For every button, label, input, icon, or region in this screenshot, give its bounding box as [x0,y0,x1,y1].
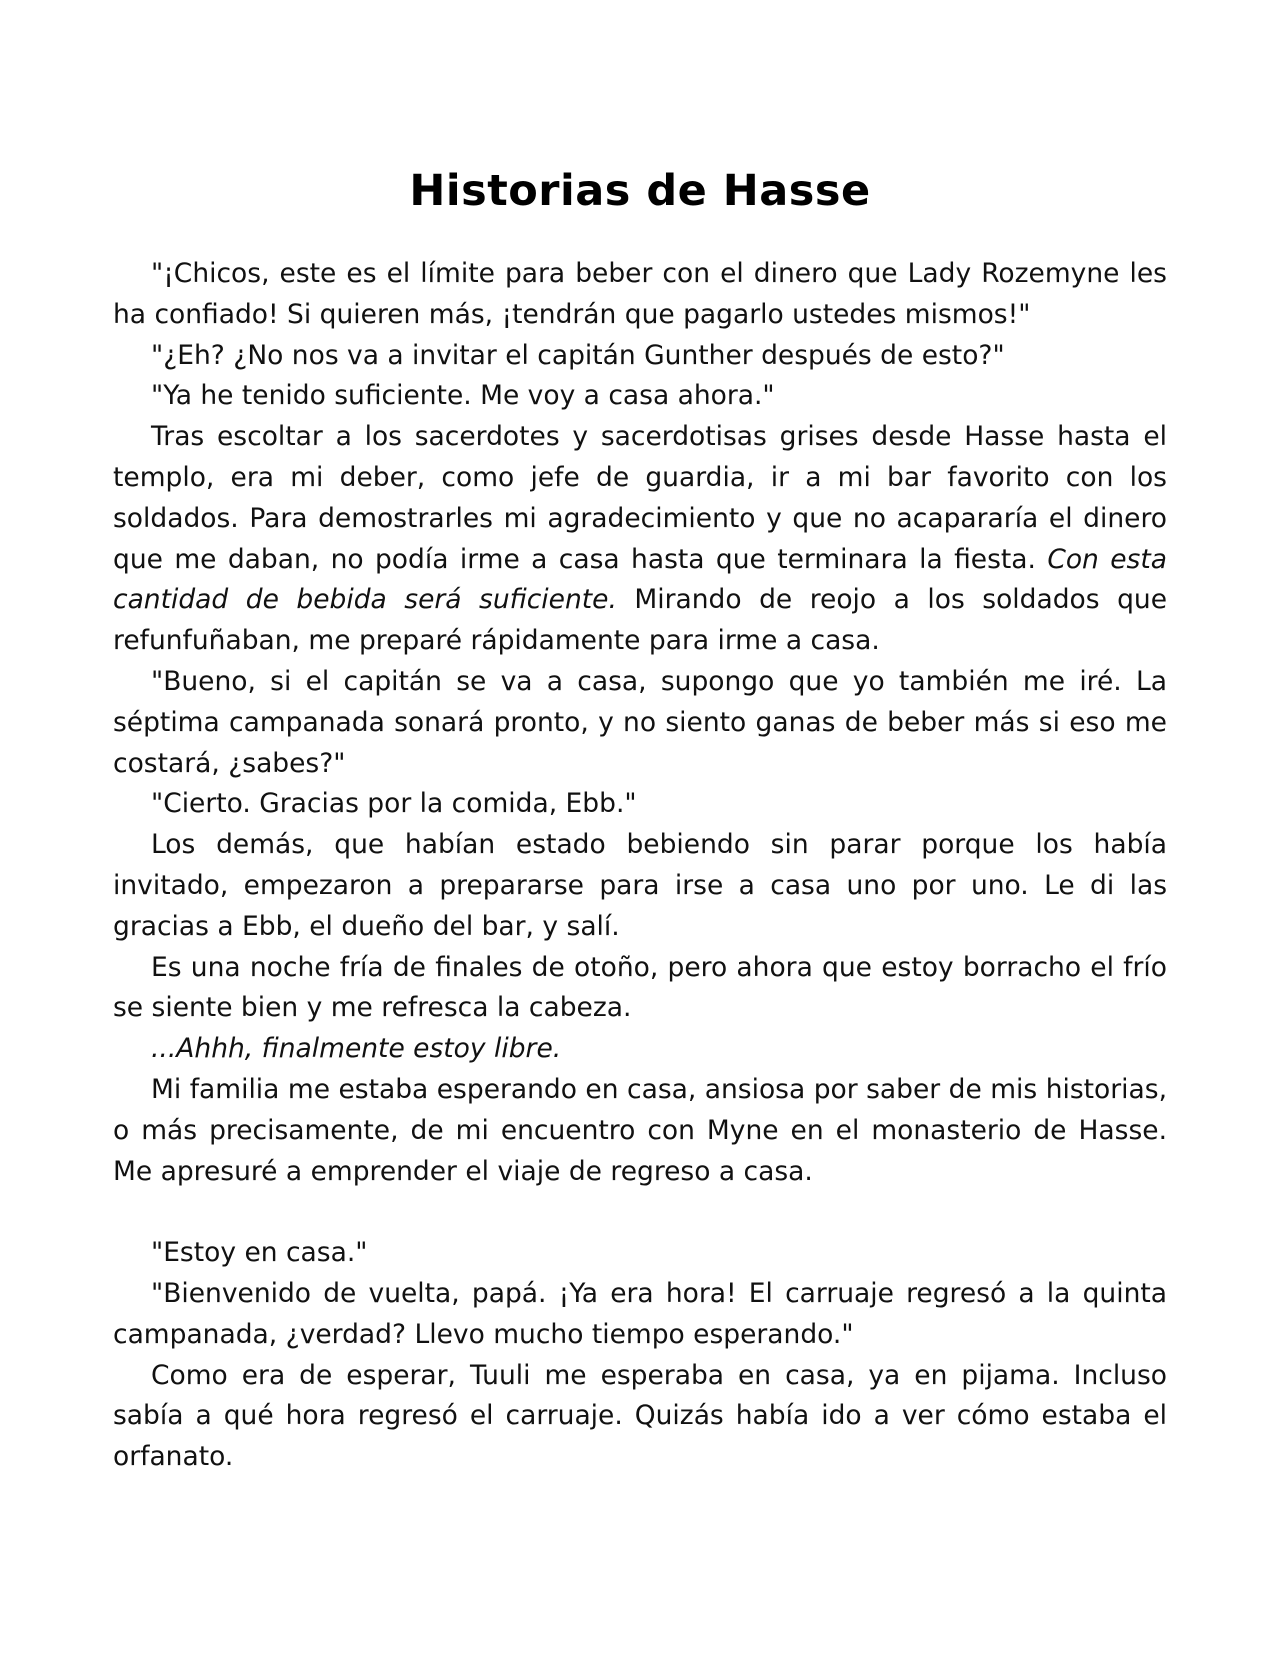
paragraph-9-italic-thought: ...Ahhh, finalmente estoy libre. [151,1033,562,1065]
paragraph-3: "Ya he tenido suficiente. Me voy a casa ahora." [151,380,775,412]
paragraph-4-text-b: Mirando de reojo a los soldados que refunfuñaban, me preparé rápidamente para irme a casa. [113,584,1167,657]
paragraph-2: "¿Eh? ¿No nos va a invitar el capitán Gunther después de esto?" [151,339,1005,371]
paragraph-4-italic-thought: Con esta cantidad de bebida será suficiente. [113,543,1167,616]
paragraph-7: Los demás, que habían estado bebiendo sin parar porque los había invitado, empezaron a prepararse para irse a casa uno por uno. Le di las gracias a Ebb, el dueño del bar, y salí. [113,829,1167,942]
paragraph-8: Es una noche fría de finales de otoño, pero ahora que estoy borracho el frío se siente bien y me refresca la cabeza. [113,951,1167,1024]
document-body [113,254,1167,1478]
section-break [113,1192,1167,1233]
paragraph-10: Mi familia me estaba esperando en casa, ansiosa por saber de mis historias, o más precisamente, de mi encuentro con Myne en el monasterio de Hasse. Me apresuré a emprender el viaje de regreso a casa. [113,1073,1167,1187]
document-page [113,150,1167,1478]
paragraph-5: "Bueno, si el capitán se va a casa, supongo que yo también me iré. La séptima campanada sonará pronto, y no siento ganas de beber más si eso me costará, ¿sabes?" [113,665,1167,779]
page-title: Historias de Hasse [409,166,871,216]
paragraph-11: "Estoy en casa." [151,1237,368,1269]
paragraph-4-text-a: Tras escoltar a los sacerdotes y sacerdotisas grises desde Hasse hasta el templo, era mi deber, como jefe de guardia, ir a mi bar favorito con los soldados. Para demostrarles mi agradecimiento y que no acapararía el dinero que me daban, no podía irme a casa hasta que terminara la fiesta. [113,421,1167,575]
paragraph-6: "Cierto. Gracias por la comida, Ebb." [151,788,637,820]
paragraph-1: "¡Chicos, este es el límite para beber con el dinero que Lady Rozemyne les ha confiado! Si quieren más, ¡tendrán que pagarlo ustedes mismos!" [113,258,1167,330]
paragraph-13: Como era de esperar, Tuuli me esperaba en casa, ya en pijama. Incluso sabía a qué hora regresó el carruaje. Quizás había ido a ver cómo estaba el orfanato. [113,1359,1167,1473]
paragraph-4 [113,417,1167,662]
paragraph-12: "Bienvenido de vuelta, papá. ¡Ya era hora! El carruaje regresó a la quinta campanada, ¿verdad? Llevo mucho tiempo esperando." [113,1277,1167,1350]
